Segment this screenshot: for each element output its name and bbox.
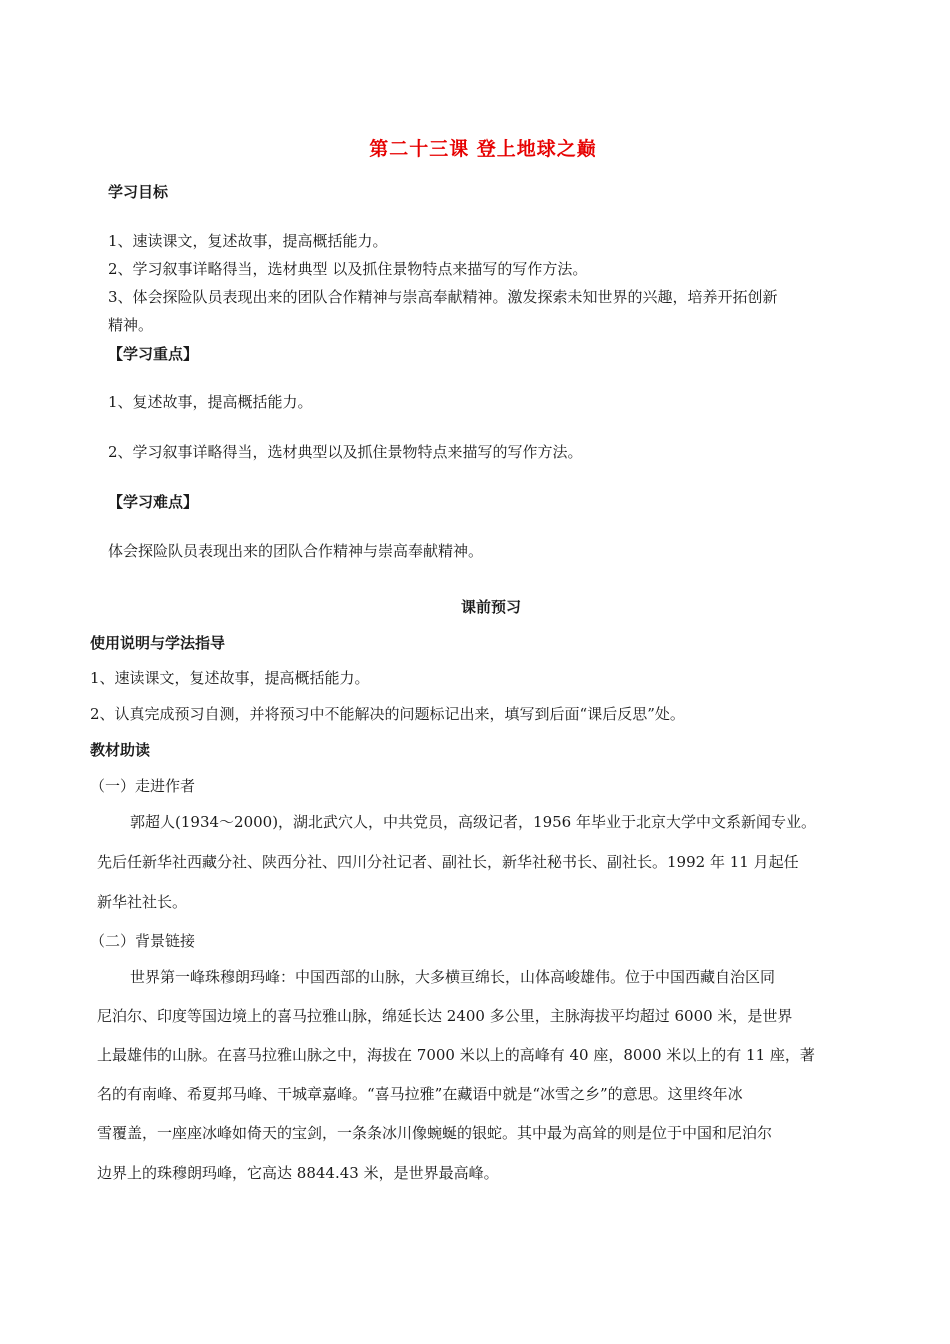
objective-item: 1、速读课文，复述故事，提高概括能力。	[108, 232, 388, 250]
background-text-line: 边界上的珠穆朗玛峰，它高达 8844.43 米，是世界最高峰。	[97, 1164, 499, 1182]
author-heading: （一）走进作者	[90, 777, 196, 795]
background-text-line: 上最雄伟的山脉。在喜马拉雅山脉之中，海拔在 7000 米以上的高峰有 40 座，8000 米以上的有 11 座，著	[97, 1046, 815, 1064]
objective-item: 3、体会探险队员表现出来的团队合作精神与崇高奉献精神。激发探索未知世界的兴趣，培养开拓创新	[108, 288, 778, 306]
instruction-item: 2、认真完成预习自测，并将预习中不能解决的问题标记出来，填写到后面“课后反思”处。	[90, 705, 685, 723]
key-point-item: 1、复述故事，提高概括能力。	[108, 393, 313, 411]
page-title: 第二十三课 登上地球之巅	[369, 138, 597, 160]
instruction-item: 1、速读课文，复述故事，提高概括能力。	[90, 669, 370, 687]
author-text-line: 先后任新华社西藏分社、陕西分社、四川分社记者、副社长，新华社秘书长、副社长。1992 年 11 月起任	[97, 853, 799, 871]
key-points-heading: 【学习重点】	[108, 345, 199, 363]
reading-heading: 教材助读	[90, 741, 151, 759]
key-point-item: 2、学习叙事详略得当，选材典型以及抓住景物特点来描写的写作方法。	[108, 443, 583, 461]
instructions-heading: 使用说明与学法指导	[90, 634, 226, 652]
author-text-line: 新华社社长。	[97, 893, 188, 911]
objective-item-continued: 精神。	[108, 316, 154, 334]
background-text-line: 雪覆盖，一座座冰峰如倚天的宝剑，一条条冰川像蜿蜒的银蛇。其中最为高耸的则是位于中国和尼泊尔	[97, 1124, 773, 1142]
objectives-heading: 学习目标	[108, 183, 169, 201]
background-text-line: 世界第一峰珠穆朗玛峰：中国西部的山脉，大多横亘绵长，山体高峻雄伟。位于中国西藏自治区同	[130, 968, 776, 986]
background-text-line: 名的有南峰、希夏邦马峰、干城章嘉峰。“喜马拉雅”在藏语中就是“冰雪之乡”的意思。这里终年冰	[97, 1085, 743, 1103]
difficulties-heading: 【学习难点】	[108, 493, 199, 511]
objective-item: 2、学习叙事详略得当，选材典型 以及抓住景物特点来描写的写作方法。	[108, 260, 588, 278]
author-text-line: 郭超人(1934～2000)，湖北武穴人，中共党员，高级记者，1956 年毕业于北京大学中文系新闻专业。	[130, 813, 816, 831]
difficulties-text: 体会探险队员表现出来的团队合作精神与崇高奉献精神。	[108, 542, 484, 560]
background-text-line: 尼泊尔、印度等国边境上的喜马拉雅山脉，绵延长达 2400 多公里，主脉海拔平均超过 6000 米，是世界	[97, 1007, 793, 1025]
preview-heading: 课前预习	[460, 598, 521, 616]
background-heading: （二）背景链接	[90, 932, 196, 950]
